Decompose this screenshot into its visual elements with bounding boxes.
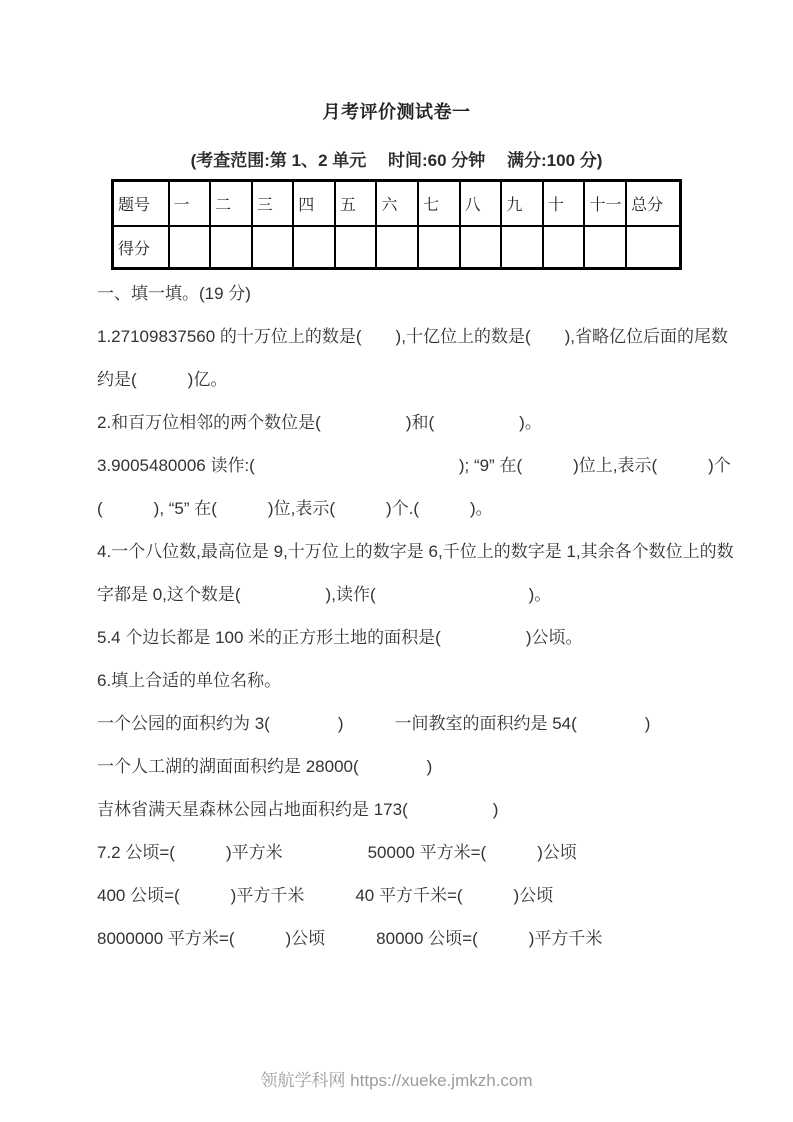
score-cell [543,226,585,269]
question-line: 8000000 平方米=( )公顷 80000 公顷=( )平方千米 [97,929,603,948]
question-line: ( ), “5” 在( )位,表示( )个.( )。 [97,499,493,518]
page-subtitle: (考查范围:第 1、2 单元 时间:60 分钟 满分:100 分) [190,151,603,170]
page-title: 月考评价测试卷一 [322,102,471,122]
question-line: 4.一个八位数,最高位是 9,十万位上的数字是 6,千位上的数字是 1,其余各个数位上的数 [97,542,734,561]
score-cell [335,226,377,269]
score-table [111,179,682,270]
question-line: 约是( )亿。 [97,370,228,389]
score-label: 得分 [113,226,169,269]
column-header: 十一 [584,181,626,227]
column-header: 三 [252,181,294,227]
question-line: 一个人工湖的湖面面积约是 28000( ) [97,757,433,776]
score-cell [460,226,502,269]
question-line: 6.填上合适的单位名称。 [97,671,282,690]
score-table-header-row [113,181,681,227]
score-cell [626,226,680,269]
question-line: 1.27109837560 的十万位上的数是( ),十亿位上的数是( ),省略亿位后面的尾数 [97,327,728,346]
column-header: 五 [335,181,377,227]
section-heading: 一、填一填。(19 分) [97,284,251,303]
column-header: 四 [293,181,335,227]
question-line: 一个公园的面积约为 3( ) 一间教室的面积约是 54( ) [97,714,651,733]
score-cell [252,226,294,269]
column-header: 二 [210,181,252,227]
question-line: 吉林省满天星森林公园占地面积约是 173( ) [97,800,499,819]
question-line: 7.2 公顷=( )平方米 50000 平方米=( )公顷 [97,843,577,862]
column-header: 八 [460,181,502,227]
column-header: 七 [418,181,460,227]
question-line: 3.9005480006 读作:( ); “9” 在( )位上,表示( )个 [97,456,731,475]
score-table-score-row [113,226,681,269]
score-cell [293,226,335,269]
column-header: 一 [169,181,211,227]
question-number-label: 题号 [113,181,169,227]
score-cell [418,226,460,269]
score-cell [584,226,626,269]
column-header: 九 [501,181,543,227]
score-cell [501,226,543,269]
question-line: 5.4 个边长都是 100 米的正方形土地的面积是( )公顷。 [97,628,583,647]
column-header: 十 [543,181,585,227]
score-cell [376,226,418,269]
score-cell [210,226,252,269]
section-one [97,272,777,960]
column-header: 六 [376,181,418,227]
question-line: 400 公顷=( )平方千米 40 平方千米=( )公顷 [97,886,554,905]
question-line: 2.和百万位相邻的两个数位是( )和( )。 [97,413,542,432]
column-header: 总分 [626,181,680,227]
question-line: 字都是 0,这个数是( ),读作( )。 [97,585,552,604]
score-cell [169,226,211,269]
footer-watermark: 领航学科网 https://xueke.jmkzh.com [260,1071,533,1090]
